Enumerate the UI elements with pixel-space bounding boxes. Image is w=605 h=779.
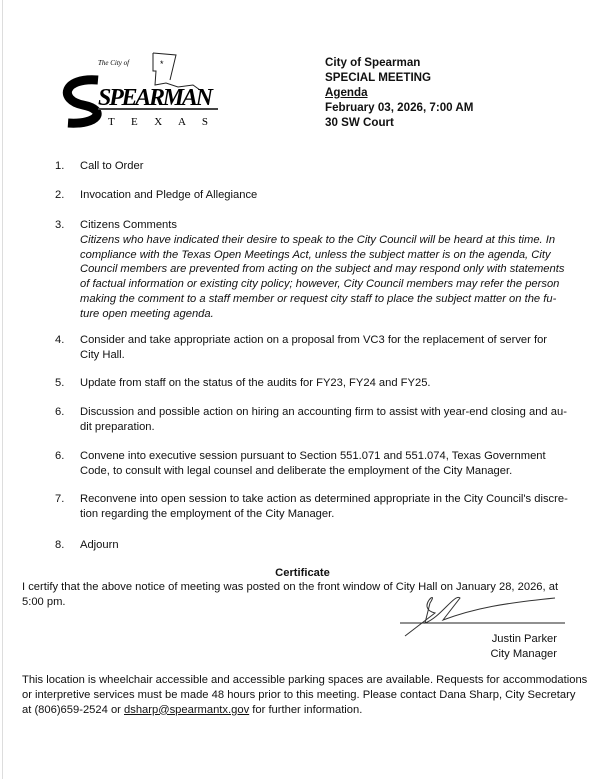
agenda-item-number: 6. [55, 450, 65, 462]
header-datetime: February 03, 2026, 7:00 AM [325, 101, 474, 114]
agenda-item-line: Discussion and possible action on hiring an accounting firm to assist with year-end closing and au- [80, 406, 567, 418]
agenda-item [80, 189, 257, 204]
agenda-item-line: Call to Order [80, 160, 144, 172]
header-meeting-type: SPECIAL MEETING [325, 71, 432, 84]
agenda-item [80, 539, 119, 554]
notice-line [22, 704, 587, 719]
agenda-item-line: Code, to consult with legal counsel and deliberate the employment of the City Manager. [80, 464, 513, 477]
agenda-item-line: Update from staff on the status of the audits for FY23, FY24 and FY25. [80, 377, 431, 389]
agenda-item-note: of factual information or existing city policy; however, City Council members may refer the person [80, 278, 560, 291]
agenda-item [80, 493, 568, 523]
certificate-title: Certificate [275, 567, 330, 579]
accessibility-notice [22, 674, 587, 718]
svg-text:SPEARMAN: SPEARMAN [98, 85, 213, 111]
agenda-item-number: 7. [55, 493, 65, 505]
agenda-item-note: making the comment to a staff member or request city staff to place the subject matter on the fu- [80, 292, 557, 305]
agenda-item-line: City Hall. [80, 348, 125, 361]
signer-name: Justin Parker [491, 633, 557, 645]
agenda-item-line: Citizens Comments [80, 219, 177, 231]
notice-text: at (806)659-2524 or [22, 703, 124, 716]
notice-line: This location is wheelchair accessible and accessible parking spaces are available. Requests for accommodations [22, 674, 588, 686]
svg-text:The City of: The City of [98, 59, 130, 67]
agenda-item-line: dit preparation. [80, 420, 155, 433]
header-agenda: Agenda [325, 86, 368, 99]
signer-title: City Manager [490, 648, 557, 660]
agenda-item-line: Adjourn [80, 539, 119, 551]
email-link[interactable]: dsharp@spearmantx.gov [124, 703, 250, 716]
agenda-item-line: Convene into executive session pursuant to Section 551.071 and 551.074, Texas Government [80, 450, 546, 462]
agenda-item-line: Invocation and Pledge of Allegiance [80, 189, 258, 201]
agenda-item-line: Reconvene into open session to take action as determined appropriate in the City Council's discre- [80, 493, 568, 505]
city-logo [58, 45, 218, 135]
agenda-item-number: 8. [55, 539, 65, 551]
header-location: 30 SW Court [325, 116, 394, 129]
agenda-item-note: compliance with the Texas Open Meetings Act, unless the subject matter is on the agenda, City [80, 248, 551, 261]
certificate-line: 5:00 pm. [22, 595, 66, 608]
agenda-item-line: Consider and take appropriate action on a proposal from VC3 for the replacement of server for [80, 334, 548, 346]
agenda-item-number: 2. [55, 189, 65, 201]
certificate-line: I certify that the above notice of meeting was posted on the front window of City Hall on January 28, 2026, at [22, 581, 559, 593]
agenda-item-number: 1. [55, 160, 65, 172]
agenda-item-line: tion regarding the employment of the City Manager. [80, 507, 335, 520]
agenda-item-note: ture open meeting agenda. [80, 307, 214, 320]
agenda-item [80, 406, 567, 436]
agenda-item-number: 3. [55, 219, 65, 231]
agenda-item-note: Council members are prevented from acting on the subject and may respond only with statements [80, 263, 565, 276]
agenda-item-note: Citizens who have indicated their desire to speak to the City Council will be heard at this time. In [80, 233, 556, 246]
agenda-item [80, 160, 143, 175]
agenda-item-number: 5. [55, 377, 65, 389]
svg-text:*: * [160, 59, 164, 69]
agenda-item [80, 334, 547, 364]
agenda-item [80, 219, 564, 323]
notice-line: or interpretive services must be made 48 hours prior to this meeting. Please contact Dana Sharp, City Secretary [22, 688, 576, 701]
agenda-item [80, 450, 546, 480]
agenda-item-number: 6. [55, 406, 65, 418]
header-city: City of Spearman [325, 56, 421, 69]
notice-text: for further information. [249, 703, 363, 716]
svg-text:T E X A S: T E X A S [108, 116, 208, 128]
agenda-item [80, 377, 431, 392]
agenda-item-number: 4. [55, 334, 65, 346]
